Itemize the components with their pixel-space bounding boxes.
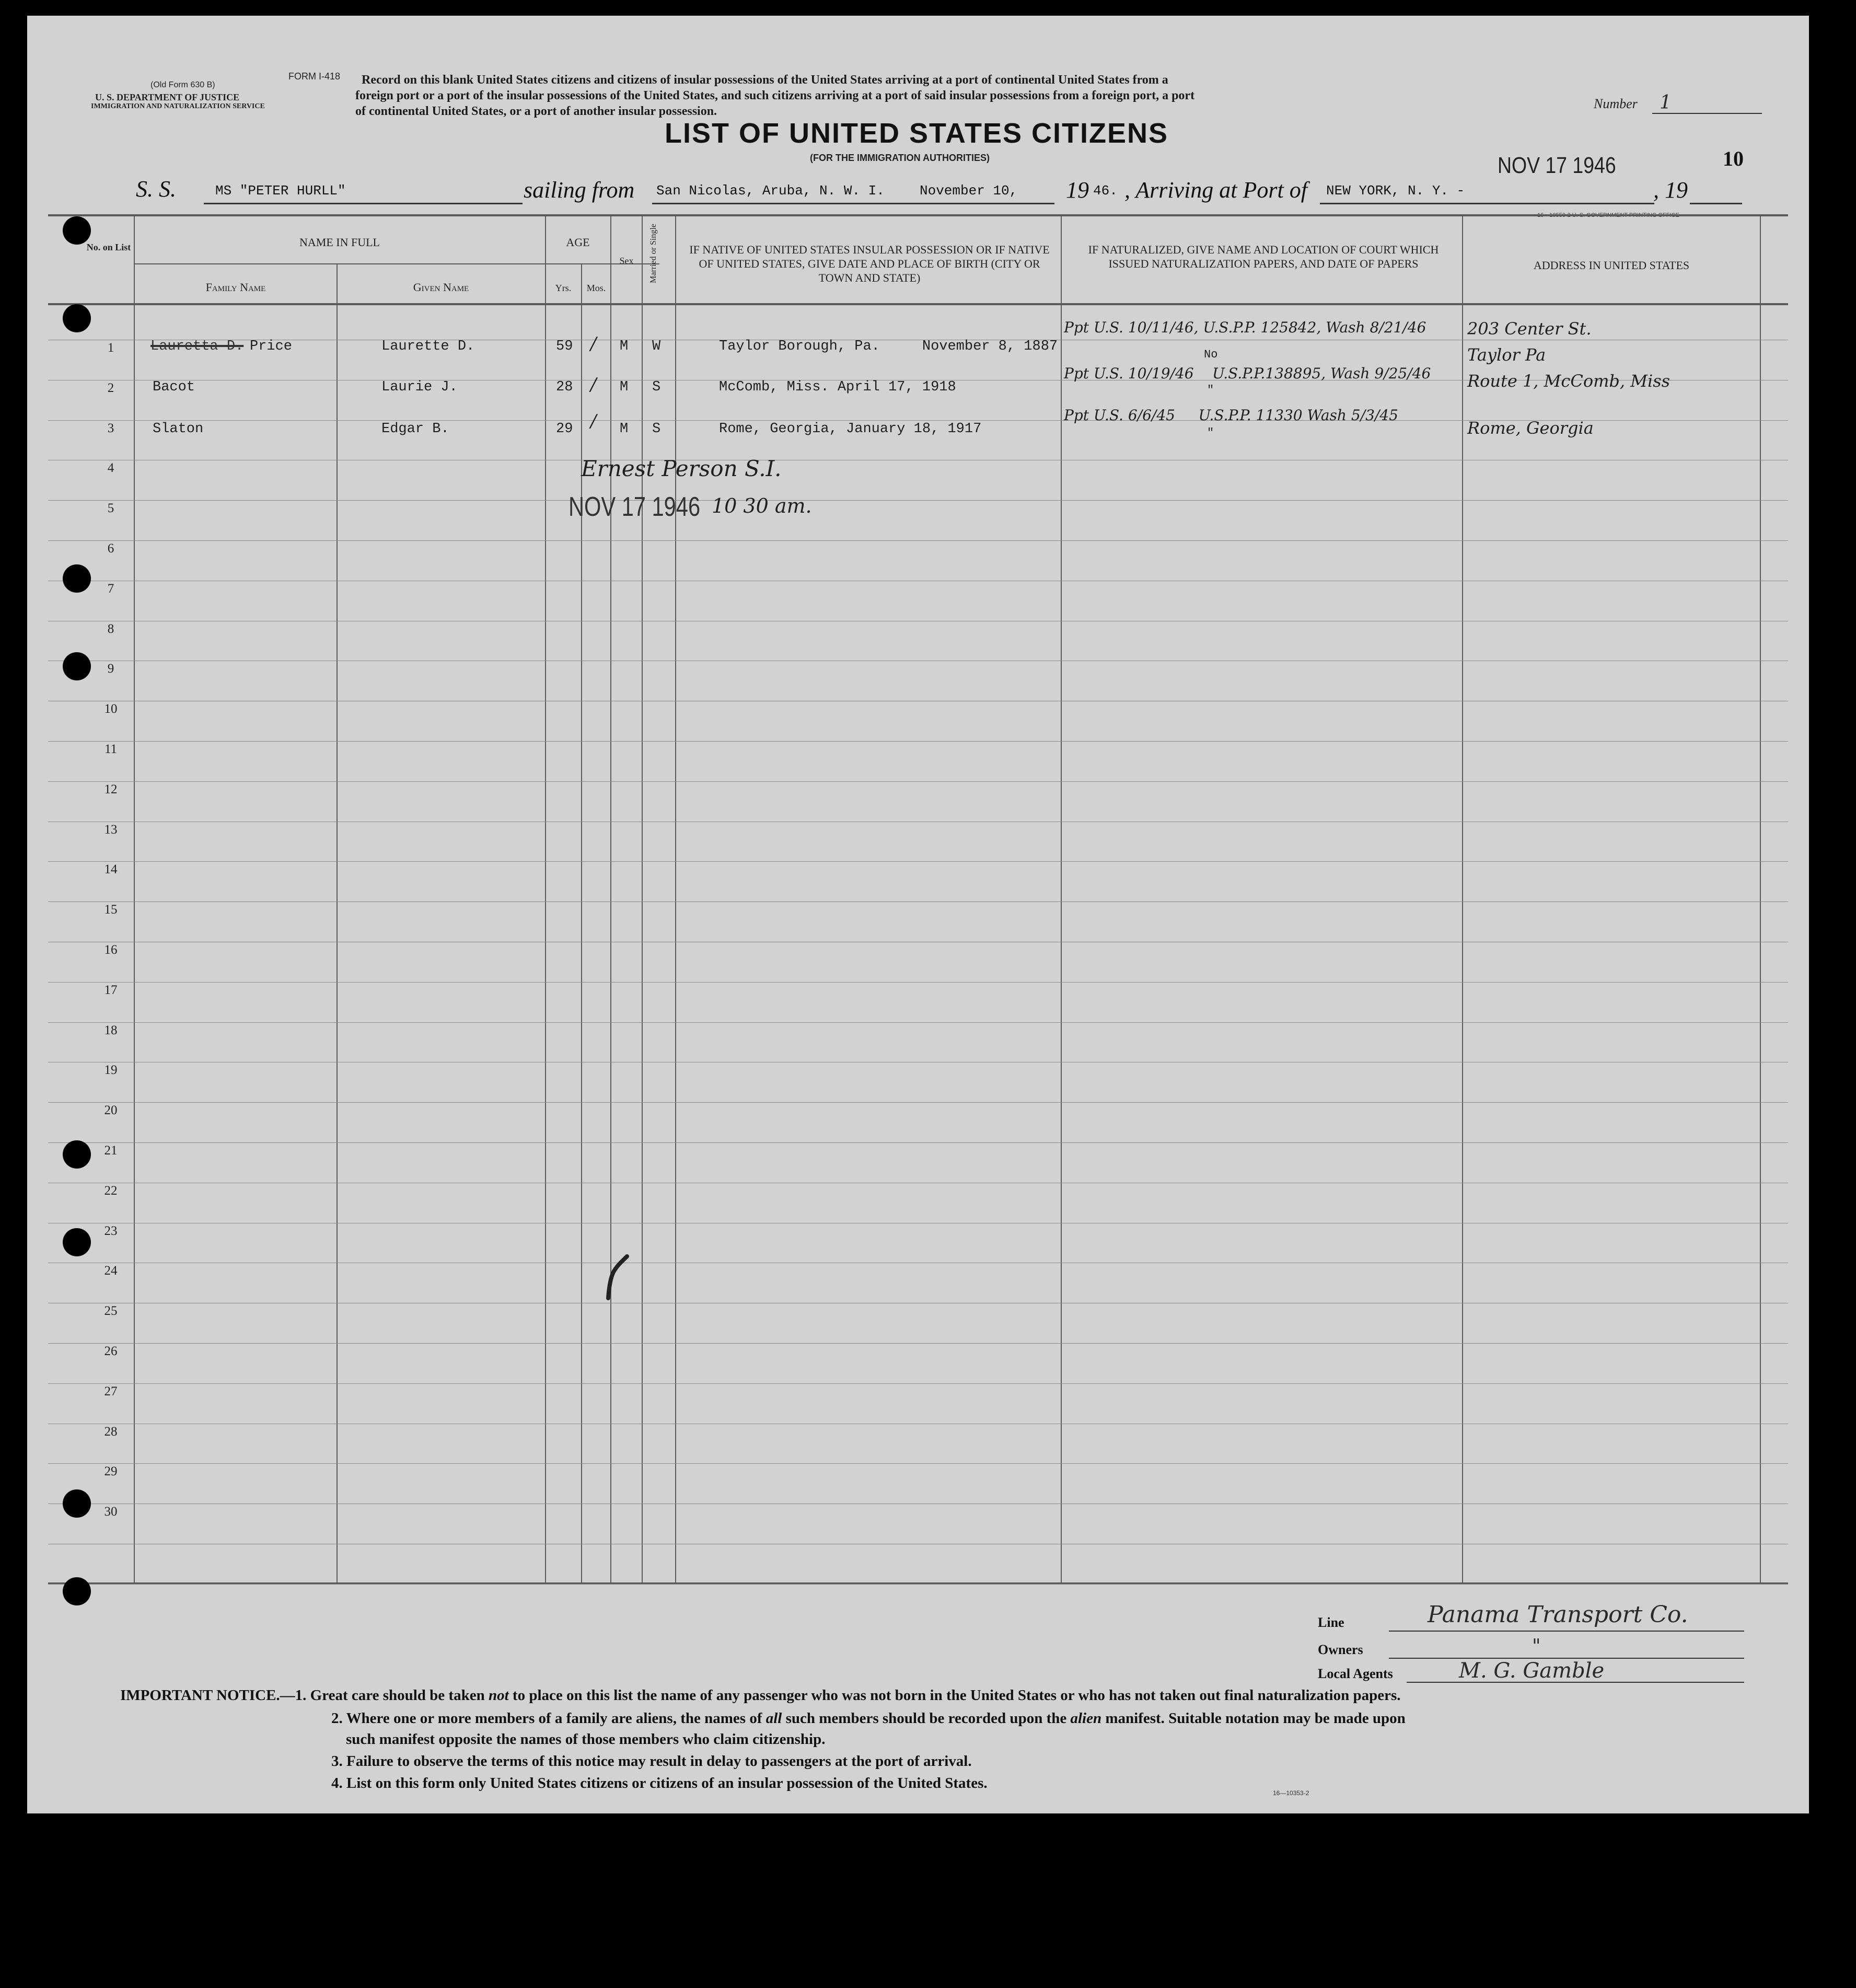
form-number: FORM I-418 xyxy=(288,71,341,82)
table-row-2-given-name: Laurie J. xyxy=(381,379,458,395)
notice-2a: 2. Where one or more members of a family are aliens, the names of xyxy=(331,1710,762,1727)
row-number: 10 xyxy=(104,702,118,716)
binder-hole xyxy=(63,652,91,680)
table-row-2-address: Route 1, McComb, Miss xyxy=(1467,371,1671,391)
arrival-stamp: NOV 17 1946 xyxy=(1498,153,1616,178)
inspector-signature: Ernest Person S.I. xyxy=(581,456,782,481)
ruled-line xyxy=(48,982,1788,983)
line-underline xyxy=(1389,1631,1744,1632)
ruled-line xyxy=(48,1142,1788,1143)
row-number: 24 xyxy=(104,1264,118,1278)
row-number: 5 xyxy=(107,501,114,515)
instructions-line-2: foreign port or a port of the insular possessions of the United States, and such citizens arriving at a port of said insular possessions from a foreign port, a port xyxy=(355,89,1195,102)
row-number: 6 xyxy=(107,541,114,556)
inspection-stamp-date: NOV 17 1946 xyxy=(569,492,701,522)
table-row-3-age-yrs: 29 xyxy=(556,421,573,437)
row-number: 26 xyxy=(104,1344,118,1358)
notice-line-1 xyxy=(120,1687,1401,1704)
row-number: 25 xyxy=(104,1304,118,1318)
list-title: LIST OF UNITED STATES CITIZENS xyxy=(665,118,1168,149)
row-number: 20 xyxy=(104,1103,118,1117)
col-head-name-in-full: NAME IN FULL xyxy=(299,236,380,249)
notice-heading: IMPORTANT NOTICE. xyxy=(120,1687,280,1704)
row-number: 15 xyxy=(104,903,118,917)
owners-value: " xyxy=(1532,1636,1541,1657)
header-bottom-border xyxy=(48,303,1788,305)
table-row-1-sex: M xyxy=(620,339,629,354)
owners-label: Owners xyxy=(1318,1642,1363,1657)
year-prefix: 19 xyxy=(1066,177,1089,203)
table-row-1-address-2: Taylor Pa xyxy=(1467,345,1546,365)
notice-line-2 xyxy=(331,1710,1406,1727)
col-line-ms-native xyxy=(675,214,676,1584)
manifest-sheet xyxy=(27,16,1809,1813)
arrival-underline xyxy=(1320,203,1654,204)
arrival-year-underline xyxy=(1690,203,1742,204)
row-number: 9 xyxy=(107,662,114,676)
table-row-2-naturalized: Ppt U.S. 10/19/46 U.S.P.P.138895, Wash 9/25/46 xyxy=(1064,365,1431,382)
line-label: Line xyxy=(1318,1615,1344,1630)
ruled-line xyxy=(48,861,1788,862)
row-number: 13 xyxy=(104,823,118,837)
table-row-3-given-name: Edgar B. xyxy=(381,421,449,437)
form-code: 16—10353-2 xyxy=(1273,1789,1309,1797)
table-row-3-naturalized: Ppt U.S. 6/6/45 U.S.P.P. 11330 Wash 5/3/45 xyxy=(1064,407,1398,424)
vessel-name: MS "PETER HURLL" xyxy=(215,183,346,199)
notice-line-3: 3. Failure to observe the terms of this notice may result in delay to passengers at the port of arrival. xyxy=(331,1753,972,1770)
table-row-1-age-yrs: 59 xyxy=(556,339,573,354)
local-agents-value: M. G. Gamble xyxy=(1459,1659,1605,1683)
row-number: 19 xyxy=(104,1063,118,1077)
col-head-sex: Sex xyxy=(619,256,634,266)
ruled-line xyxy=(48,500,1788,501)
ruled-line xyxy=(48,781,1788,782)
row-number: 7 xyxy=(107,582,114,596)
table-row-1-marital: W xyxy=(652,339,661,354)
ruled-line xyxy=(48,741,1788,742)
row-number: 16 xyxy=(104,943,118,957)
form-old-number: (Old Form 630 B) xyxy=(150,80,215,89)
department-name: U. S. DEPARTMENT OF JUSTICE xyxy=(95,92,240,102)
table-row-2-age-yrs: 28 xyxy=(556,379,573,395)
table-row-1-family-name: Price xyxy=(250,339,293,354)
binder-hole xyxy=(63,1140,91,1169)
instructions-line-3: of continental United States, or a port of another insular possession. xyxy=(355,105,717,118)
col-line-family-given xyxy=(337,263,338,1584)
notice-1c: to place on this list the name of any passenger who was not born in the United States or who has not taken out final naturalization papers. xyxy=(512,1687,1401,1704)
table-row-3-age-mos: / xyxy=(590,411,597,432)
row-number: 11 xyxy=(104,742,118,756)
ruled-line xyxy=(48,901,1788,902)
row-number: 21 xyxy=(104,1143,118,1158)
ruled-line xyxy=(48,1463,1788,1464)
ink-mark-icon xyxy=(602,1254,633,1301)
table-row-3-family-name: Slaton xyxy=(153,421,204,437)
table-row-3-naturalized-2: " xyxy=(1207,426,1214,440)
row-number: 3 xyxy=(107,421,114,435)
row-number: 17 xyxy=(104,983,118,997)
row-number: 29 xyxy=(104,1464,118,1478)
list-subtitle: (FOR THE IMMIGRATION AUTHORITIES) xyxy=(810,153,990,163)
vessel-underline xyxy=(204,203,523,204)
ruled-line xyxy=(48,1343,1788,1344)
table-row-1-age-mos: / xyxy=(590,333,597,354)
table-row-2-naturalized-2: " xyxy=(1207,384,1214,397)
row-number: 8 xyxy=(107,622,114,636)
table-row-1-address: 203 Center St. xyxy=(1467,319,1592,339)
row-number: 2 xyxy=(107,381,114,395)
sailing-from-underline xyxy=(652,203,1054,204)
binder-hole xyxy=(63,1489,91,1518)
number-value: 1 xyxy=(1660,92,1672,113)
col-line-nat-address xyxy=(1462,214,1463,1584)
col-head-address: ADDRESS IN UNITED STATES xyxy=(1533,259,1690,272)
instructions-line-1: Record on this blank United States citizens and citizens of insular possessions of the United States arriving at a port of continental United States from a xyxy=(362,73,1168,87)
ss-label: S. S. xyxy=(136,176,176,202)
row-number: 28 xyxy=(104,1425,118,1439)
col-line-sex-ms xyxy=(642,214,643,1584)
table-row-3-address: Rome, Georgia xyxy=(1467,418,1594,438)
binder-hole xyxy=(63,304,91,332)
row-number: 22 xyxy=(104,1184,118,1198)
binder-hole xyxy=(63,216,91,245)
table-row-1-naturalized: Ppt U.S. 10/11/46, U.S.P.P. 125842, Wash 8/21/46 xyxy=(1064,319,1426,336)
sailing-label: sailing from xyxy=(524,177,635,203)
year-suffix: 46. xyxy=(1093,183,1118,199)
arrival-year-prefix: , 19 xyxy=(1653,177,1688,203)
inspection-stamp-time: 10 30 am. xyxy=(712,494,812,517)
notice-1b: not xyxy=(488,1687,509,1704)
arriving-label: , Arriving at Port of xyxy=(1124,177,1307,203)
col-head-native: IF NATIVE OF UNITED STATES INSULAR POSSESSION OR IF NATIVE OF UNITED STATES, GIVE DATE AND PLACE OF BIRTH (CITY OR TOWN AND STATE) xyxy=(689,243,1050,284)
col-line-left xyxy=(134,214,135,1584)
col-head-age: AGE xyxy=(566,236,590,249)
ruled-line xyxy=(48,1022,1788,1023)
table-row-1-given-name: Laurette D. xyxy=(381,339,475,354)
row-number: 27 xyxy=(104,1384,118,1398)
table-row-1-family-struck: Lauretta D. xyxy=(150,339,244,354)
table-row-3-birth: Rome, Georgia, January 18, 1917 xyxy=(719,421,982,437)
table-row-1-birth: Taylor Borough, Pa. November 8, 1887 xyxy=(719,339,1058,354)
col-line-age-sex xyxy=(610,214,611,1584)
table-row-2-sex: M xyxy=(620,379,629,395)
notice-1a: —1. Great care should be taken xyxy=(280,1687,485,1704)
col-line-native-nat xyxy=(1061,214,1062,1584)
line-value: Panama Transport Co. xyxy=(1428,1601,1688,1628)
table-row-3-marital: S xyxy=(652,421,661,437)
table-row-2-birth: McComb, Miss. April 17, 1918 xyxy=(719,379,956,395)
ruled-line xyxy=(48,1383,1788,1384)
col-head-married-single: Married or Single xyxy=(649,224,658,283)
table-row-3-sex: M xyxy=(620,421,629,437)
sailing-from: San Nicolas, Aruba, N. W. I. xyxy=(656,183,885,199)
binder-hole xyxy=(63,1228,91,1256)
notice-2c: such members should be recorded upon the xyxy=(785,1710,1067,1727)
row-number: 4 xyxy=(107,461,114,475)
table-row-2-marital: S xyxy=(652,379,661,395)
notice-line-4: 4. List on this form only United States citizens or citizens of an insular possession of the United States. xyxy=(331,1775,988,1791)
row-number: 18 xyxy=(104,1023,118,1037)
col-head-family-name: Family Name xyxy=(205,281,266,294)
notice-line-2b: such manifest opposite the names of those members who claim citizenship. xyxy=(346,1731,826,1748)
notice-2d: alien xyxy=(1070,1710,1102,1727)
col-head-no: No. on List xyxy=(86,242,131,252)
table-row-2-family-name: Bacot xyxy=(153,379,195,395)
col-head-yrs: Yrs. xyxy=(555,283,572,293)
page-marker: 10 xyxy=(1723,147,1744,170)
col-line-given-age xyxy=(545,214,546,1584)
col-head-naturalized: IF NATURALIZED, GIVE NAME AND LOCATION OF COURT WHICH ISSUED NATURALIZATION PAPERS, AND DATE OF PAPERS xyxy=(1088,243,1439,270)
binder-hole xyxy=(63,1577,91,1605)
sailing-date: November 10, xyxy=(920,183,1018,199)
ruled-line xyxy=(48,1584,1788,1585)
ruled-line xyxy=(48,1102,1788,1103)
arrival-port: NEW YORK, N. Y. - xyxy=(1326,183,1465,199)
service-name: IMMIGRATION AND NATURALIZATION SERVICE xyxy=(91,102,265,110)
row-number: 1 xyxy=(107,341,114,355)
table-row-1-naturalized-2: No xyxy=(1204,348,1218,361)
col-head-mos: Mos. xyxy=(586,283,606,293)
number-label: Number xyxy=(1594,96,1638,111)
row-number: 14 xyxy=(104,862,118,876)
local-agents-label: Local Agents xyxy=(1318,1666,1393,1681)
binder-hole xyxy=(63,564,91,593)
row-number: 23 xyxy=(104,1224,118,1238)
table-top-border xyxy=(48,214,1788,216)
notice-2e: manifest. Suitable notation may be made upon xyxy=(1105,1710,1406,1727)
ruled-line xyxy=(48,540,1788,541)
table-row-2-age-mos: / xyxy=(590,374,597,395)
row-number: 30 xyxy=(104,1505,118,1519)
row-number: 12 xyxy=(104,782,118,796)
notice-2b: all xyxy=(765,1710,782,1727)
col-line-right xyxy=(1760,214,1761,1584)
col-head-given-name: Given Name xyxy=(413,281,469,294)
